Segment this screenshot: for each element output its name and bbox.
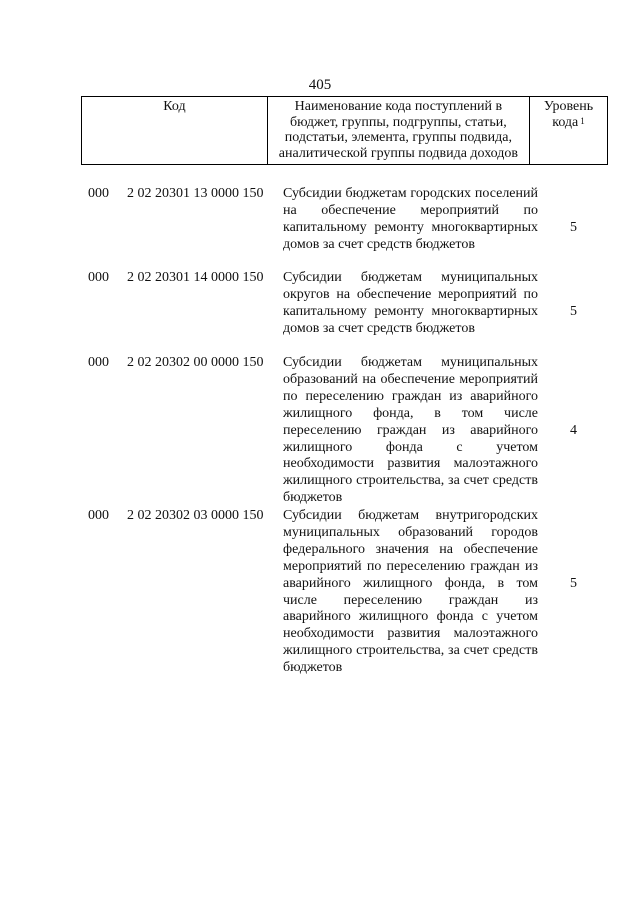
income-name: Субсидии бюджетам городских поселений на обеспечение мероприятий по капитальному ремонту многоквартирных домов за счет средств бюджетов [283,186,538,252]
footnote-marker: 1 [580,115,585,126]
header-code: Код [82,97,268,165]
income-name: Субсидии бюджетам внутригородских муниципальных образований городов федерального значения на обеспечение мероприятий по переселению граждан из аварийного жилищного фонда, в том числе переселению граждан из аварийного жилищного фонда с учетом необходимости развития малоэтажного жилищного строительства, за счет средств бюджетов [283,508,538,676]
admin-code: 000 [88,270,109,285]
header-level [530,97,608,165]
code-level: 5 [570,220,577,235]
header-name: Наименование кода поступлений в бюджет, группы, подгруппы, статьи, подстатьи, элемента, группы подвида, аналитической группы подвида доходов [267,97,529,165]
admin-code: 000 [88,186,109,201]
code-level: 5 [570,304,577,319]
page-number: 405 [308,77,332,93]
income-code: 2 02 20301 13 0000 150 [127,186,264,201]
table-row [0,508,640,678]
admin-code: 000 [88,508,109,523]
code-level: 4 [570,423,577,438]
income-code: 2 02 20301 14 0000 150 [127,270,264,285]
income-name: Субсидии бюджетам муниципальных округов на обеспечение мероприятий по капитальному ремонту многоквартирных домов за счет средств бюджетов [283,270,538,336]
table-body [0,186,640,678]
admin-code: 000 [88,355,109,370]
header-level-label: Уровень кода [543,99,594,130]
income-name: Субсидии бюджетам муниципальных образований на обеспечение мероприятий по переселению граждан из аварийного жилищного фонда, в том числе переселению граждан из аварийного жилищного фонда с учетом необходимости развития малоэтажного жилищного строительства, за счет средств бюджетов [283,355,538,506]
code-level: 5 [570,576,577,591]
table-row [0,186,640,270]
table-row [0,355,640,508]
table-row [0,270,640,355]
table-header [81,96,608,165]
income-code: 2 02 20302 03 0000 150 [127,508,264,523]
income-code: 2 02 20302 00 0000 150 [127,355,264,370]
